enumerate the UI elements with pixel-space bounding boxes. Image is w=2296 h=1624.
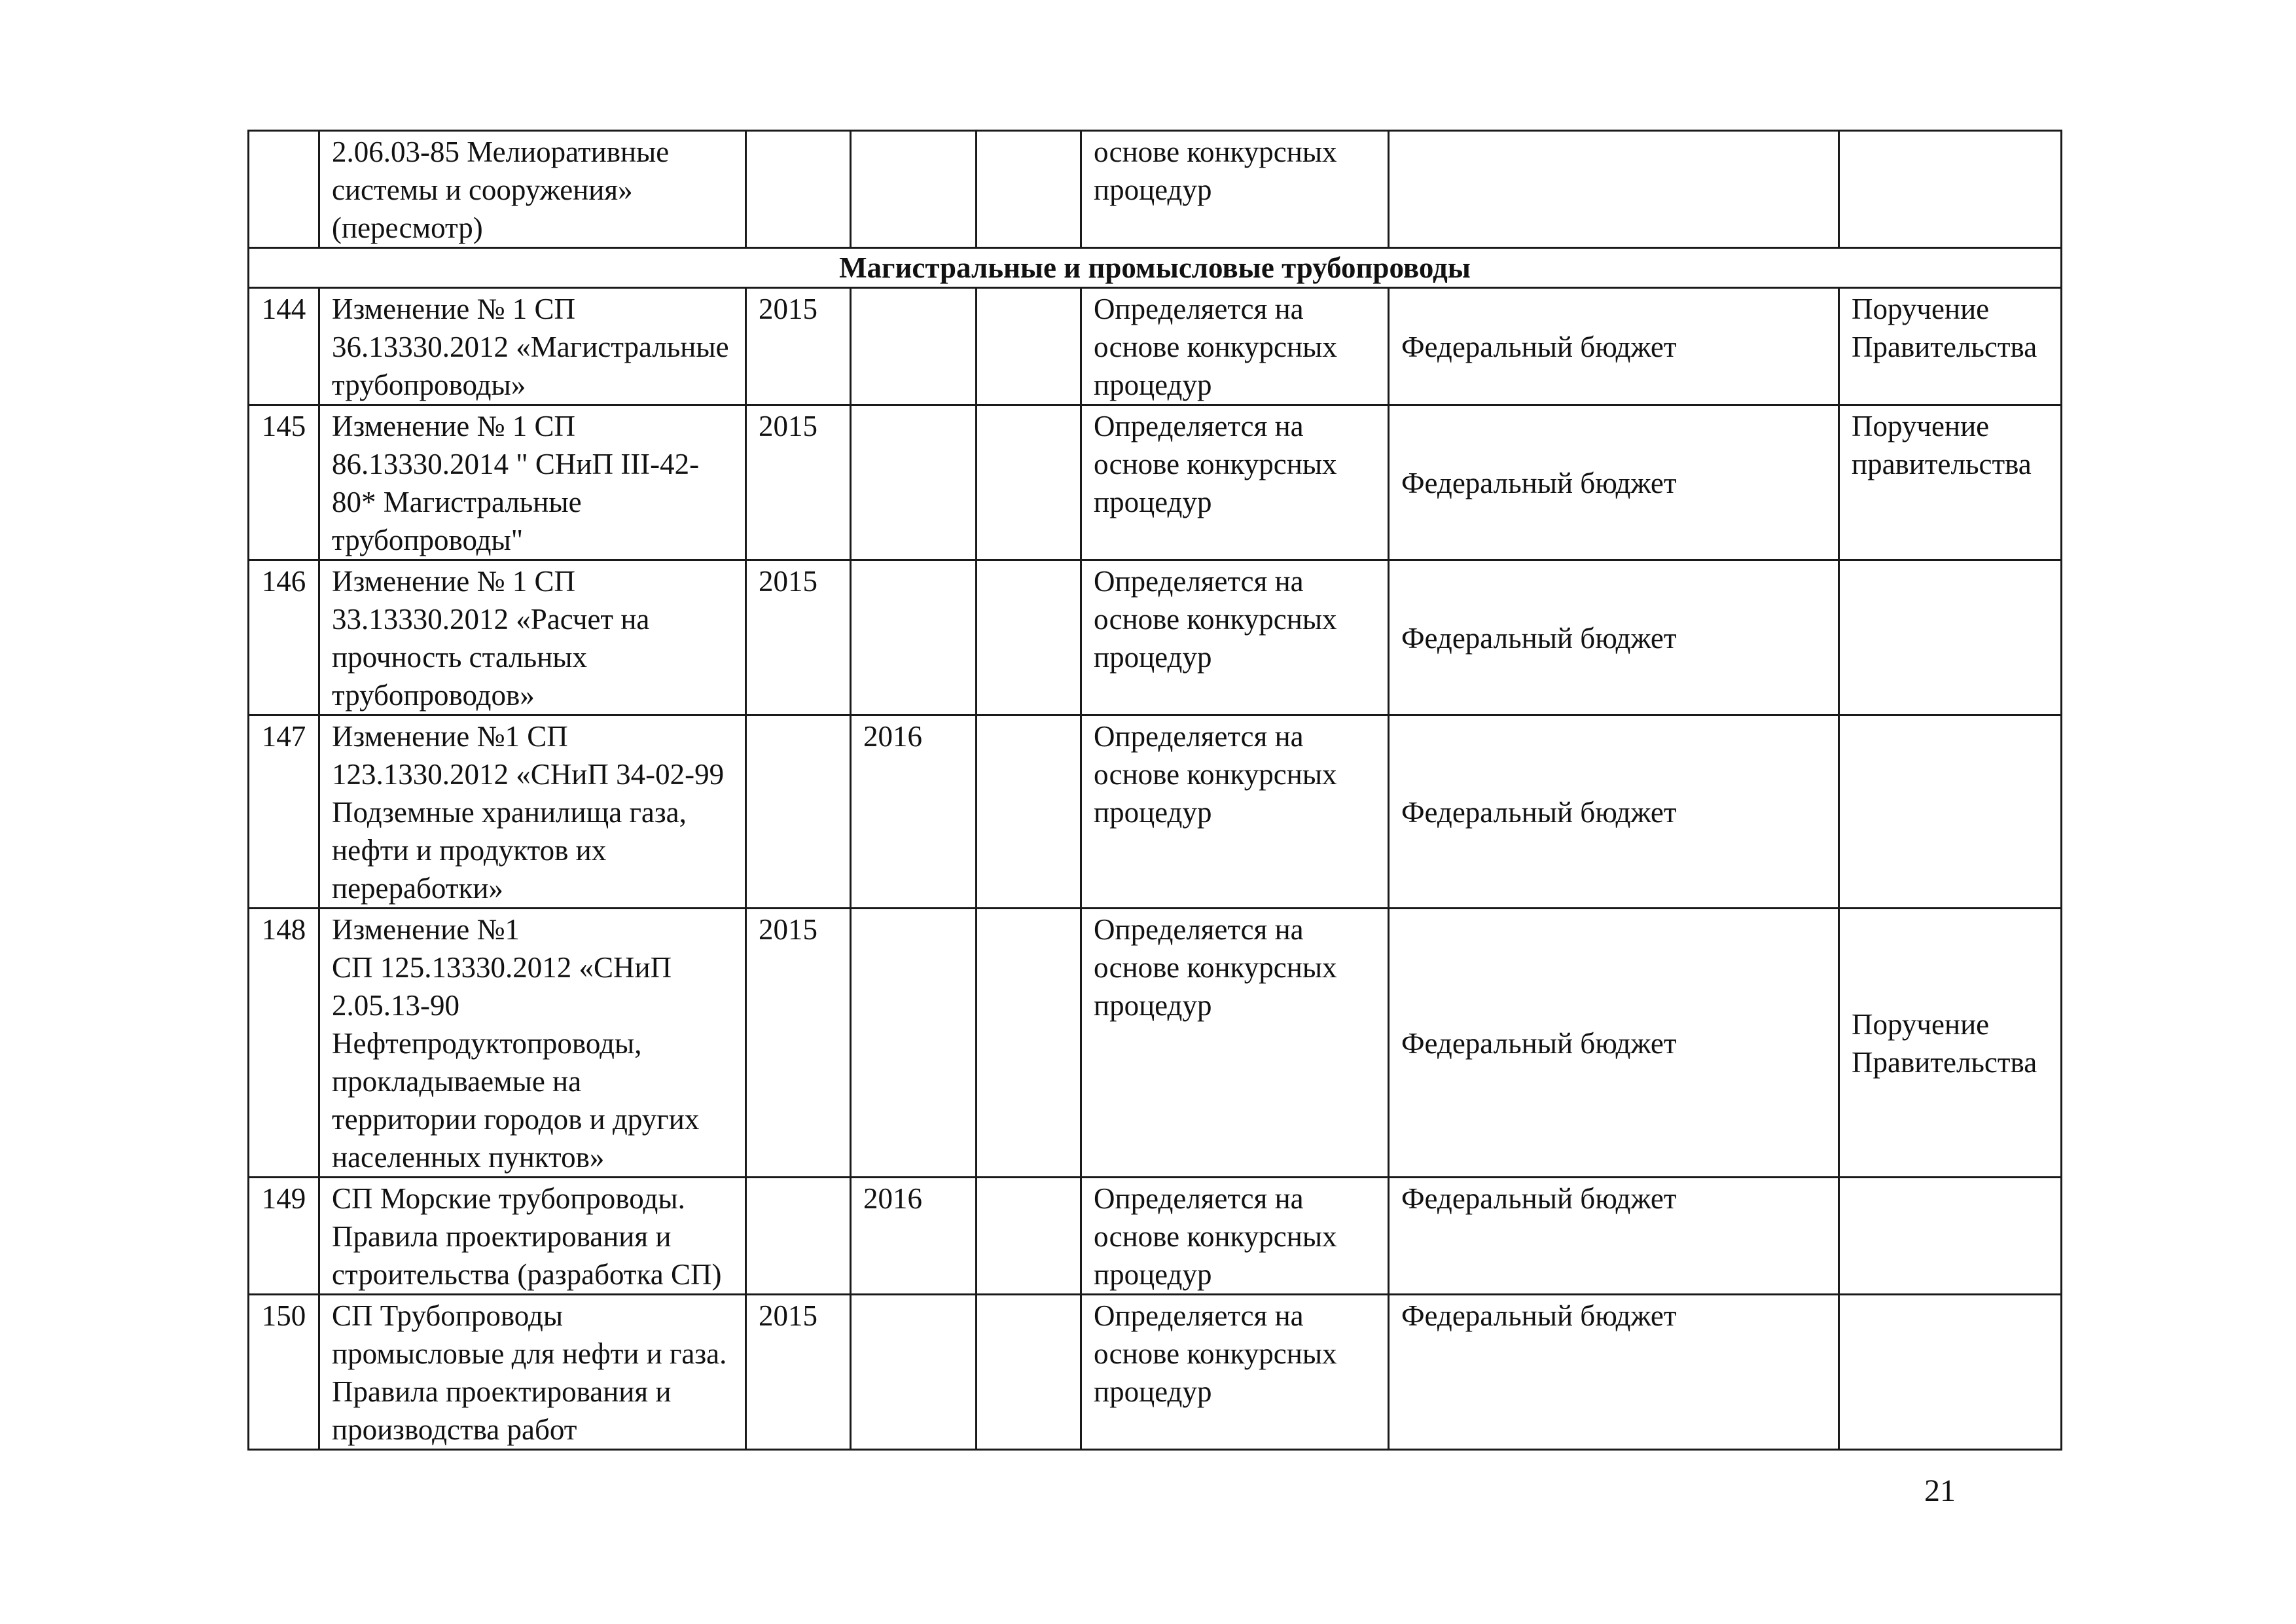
funding-source [1389, 131, 1839, 248]
year-2016 [851, 288, 977, 405]
funding-source: Федеральный бюджет [1389, 405, 1839, 560]
funding-source: Федеральный бюджет [1389, 909, 1839, 1178]
row-number: 150 [249, 1295, 319, 1450]
section-title: Магистральные и промысловые трубопроводы [249, 248, 2062, 288]
year-2017 [977, 288, 1081, 405]
table-row [249, 405, 2062, 560]
table-row [249, 1178, 2062, 1295]
row-number: 149 [249, 1178, 319, 1295]
year-2015 [746, 131, 851, 248]
basis [1839, 131, 2062, 248]
contractor: Определяется на основе конкурсных процедур [1081, 1295, 1389, 1450]
basis [1839, 560, 2062, 715]
year-2016 [851, 1295, 977, 1450]
row-number: 145 [249, 405, 319, 560]
document-name: СП Трубопроводы промысловые для нефти и газа. Правила проектирования и производства работ [319, 1295, 746, 1450]
document-name: Изменение № 1 СП 33.13330.2012 «Расчет на прочность стальных трубопроводов» [319, 560, 746, 715]
year-2017 [977, 909, 1081, 1178]
document-name: Изменение № 1 СП 86.13330.2014 " СНиП III-42- 80* Магистральные трубопроводы" [319, 405, 746, 560]
year-2017 [977, 560, 1081, 715]
section-header-row [249, 248, 2062, 288]
funding-source: Федеральный бюджет [1389, 715, 1839, 909]
year-2016: 2016 [851, 1178, 977, 1295]
table-row [249, 560, 2062, 715]
contractor: Определяется на основе конкурсных процедур [1081, 715, 1389, 909]
contractor: Определяется на основе конкурсных процедур [1081, 405, 1389, 560]
year-2016 [851, 909, 977, 1178]
table-row [249, 1295, 2062, 1450]
year-2017 [977, 131, 1081, 248]
document-name: Изменение №1 СП 125.13330.2012 «СНиП 2.05.13-90 Нефтепродуктопроводы, прокладываемые на территории городов и других населенных пунктов» [319, 909, 746, 1178]
year-2015: 2015 [746, 909, 851, 1178]
contractor: Определяется на основе конкурсных процедур [1081, 560, 1389, 715]
funding-source: Федеральный бюджет [1389, 560, 1839, 715]
document-name: 2.06.03-85 Мелиоративные системы и сооружения» (пересмотр) [319, 131, 746, 248]
basis [1839, 1178, 2062, 1295]
basis [1839, 1295, 2062, 1450]
basis [1839, 715, 2062, 909]
standards-table [247, 130, 2062, 1451]
year-2017 [977, 715, 1081, 909]
row-number [249, 131, 319, 248]
document-name: Изменение №1 СП 123.1330.2012 «СНиП 34-02-99 Подземные хранилища газа, нефти и продуктов их переработки» [319, 715, 746, 909]
year-2015: 2015 [746, 560, 851, 715]
contractor: Определяется на основe конкурсных процедур [1081, 288, 1389, 405]
table-row [249, 715, 2062, 909]
year-2015 [746, 1178, 851, 1295]
year-2015: 2015 [746, 1295, 851, 1450]
year-2015: 2015 [746, 288, 851, 405]
page-number: 21 [1924, 1473, 1956, 1508]
year-2016: 2016 [851, 715, 977, 909]
row-number: 147 [249, 715, 319, 909]
year-2017 [977, 405, 1081, 560]
year-2017 [977, 1178, 1081, 1295]
table-row-continuation [249, 131, 2062, 248]
row-number: 146 [249, 560, 319, 715]
funding-source: Федеральный бюджет [1389, 288, 1839, 405]
document-name: Изменение № 1 СП 36.13330.2012 «Магистральные трубопроводы» [319, 288, 746, 405]
year-2016 [851, 560, 977, 715]
basis: Поручение Правительства [1839, 909, 2062, 1178]
year-2015: 2015 [746, 405, 851, 560]
year-2015 [746, 715, 851, 909]
row-number: 148 [249, 909, 319, 1178]
contractor: Определяется на основе конкурсных процедур [1081, 909, 1389, 1178]
year-2017 [977, 1295, 1081, 1450]
basis: Поручение правительства [1839, 405, 2062, 560]
document-name: СП Морские трубопроводы. Правила проектирования и строительства (разработка СП) [319, 1178, 746, 1295]
basis: Поручение Правительства [1839, 288, 2062, 405]
funding-source: Федеральный бюджет [1389, 1178, 1839, 1295]
contractor: Определяется на основе конкурсных процедур [1081, 1178, 1389, 1295]
contractor: основе конкурсных процедур [1081, 131, 1389, 248]
year-2016 [851, 405, 977, 560]
row-number: 144 [249, 288, 319, 405]
funding-source: Федеральный бюджет [1389, 1295, 1839, 1450]
year-2016 [851, 131, 977, 248]
table-row [249, 909, 2062, 1178]
table-row [249, 288, 2062, 405]
